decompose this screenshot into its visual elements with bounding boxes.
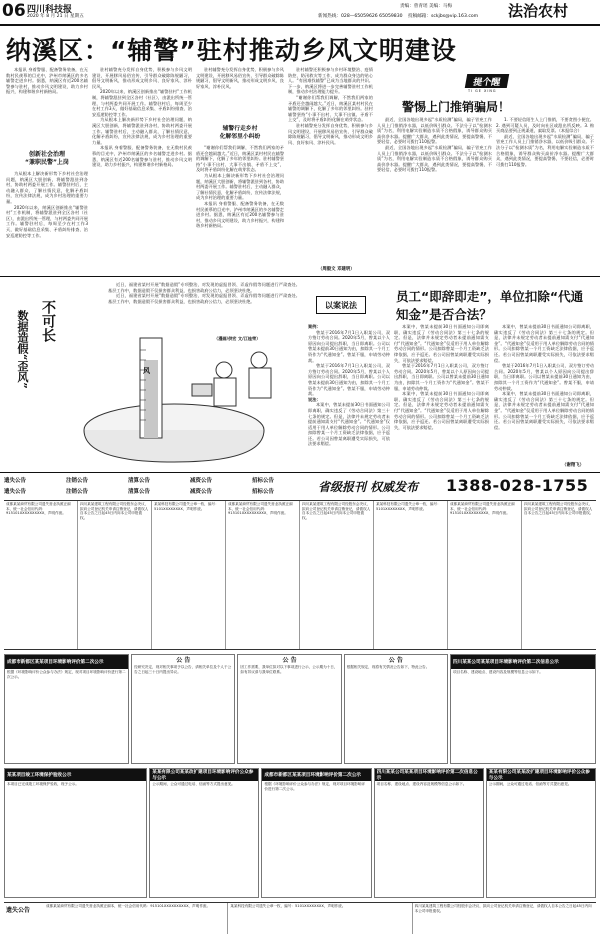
lead-paragraph: “谢谢你们帮我们调解，不然我们两家的矛盾还会越闹越大。”近日，纳溪区某村村民在辅警的调解下，化解了多年的邻里纠纷。驻村辅警坚持“小事不出村、大事不出镇、矛盾不上交”，及时将矛盾纠纷化解在萌芽状态。 <box>196 145 284 173</box>
cartoon-side-title: 数据造假“歪风” <box>16 310 29 389</box>
tip-points <box>496 117 594 267</box>
lead-column-1b <box>6 171 88 271</box>
lead-subhead-2 <box>196 125 284 141</box>
lead-paragraph: 2020年以来，纳溪区创新推出“辅警驻村”工作机制，将辅警派驻到全区各村（社区），由派出所统一管理，与村两委共同开展工作。辅警驻村后，每周至少在村工作3天，做好基础信息采集、矛盾纠纷排查、治安巡逻防控等工作。 <box>92 89 192 117</box>
announcement-body: 经研究决定，现对相关事项予以公告，请相关单位及个人于公告之日起三十日内提出异议。 <box>134 665 232 674</box>
classified-cell: 成都某某商贸有限公司遗失营业执照正副本，统一社会信用代码：915101XXXXXXXXXX，声明作废。 <box>448 501 522 649</box>
eia-title: 某某有限公司某某改扩建项目环境影响评价公众参与公示 <box>150 769 258 781</box>
lead-headline: 纳溪区：“辅警”驻村推动乡风文明建设 <box>6 36 457 65</box>
eia-body: 公示期间，公众可通过电话、信函等方式提出意见。 <box>488 782 572 786</box>
ad-category: 招标公告 <box>252 478 275 484</box>
announcement-body: 根据《环境影响评价公众参与办法》规定，现对项目环境影响评价进行第二次公示。 <box>7 670 126 679</box>
footer-listing: 四川某某建筑工程有限公司经股东会决议，拟向公司登记机关申请注销登记，请债权人自本公告之日起45日内向本公司申报债权。 <box>414 904 592 913</box>
ad-category: 遗失公告 <box>4 489 27 495</box>
tip-paragraph: 1. 不要轻信陌生人上门推销，不要贪图小便宜。2. 遇到可疑人员，及时向社区或派出所反映。3. 购买商品要到正规渠道，索取发票。（本报综合） <box>496 117 594 134</box>
lead-column-3b <box>196 145 284 271</box>
tip-badge-sub: TI GE XING <box>468 89 497 93</box>
masthead <box>0 0 600 26</box>
footer-label: 遗失公告 <box>6 907 31 914</box>
eia-title: 成都市新都区某某项目环境影响评价第二次公示 <box>262 769 370 781</box>
editor-line: 责编：曾青瑶 美编：马梅 <box>400 4 452 9</box>
cartoon-paragraph: 近日，福建省某村开展“数据造假”专项整治，对发现的虚报冒领、弄虚作假等问题进行严肃查处。基层工作中，数据造假不仅损害群众利益，也损害政府公信力，必须坚决杜绝。 <box>108 293 300 304</box>
lead-paragraph: 为从根本上解决新形势下乡村社会治理问题，纳溪区大胆创新，将辅警派驻到各村，协助村两委开展工作。辅警驻村后，主动融入群众，了解社情民意，化解矛盾纠纷，宣传法律法规，成为乡村治理的重要力量。 <box>196 172 284 201</box>
lead-subhead-2-text: 辅警行走乡村 化解邻里小纠纷 <box>219 126 261 140</box>
announcement <box>344 654 448 764</box>
case-paragraph: 本案中，曾某未提前30日书面通知公司即离职，确实违反了《劳动合同法》第三十七条的规定。但是，法律并未规定劳动者未提前通知需支付“代通知金”。“代通知金”仅适用于用人单位解除劳动合同的情形。公司扣除曾某一个月工资缺乏法律依据，应予返还。若公司因曾某离职遭受实际损失，可依法要求赔偿。 <box>494 391 594 430</box>
announcement-title: 公 告 <box>388 657 403 664</box>
classified-cell: 四川某某建筑工程有限公司经股东会决议，拟向公司登记机关申请注销登记，请债权人自本公告之日起45日内向本公司申报债权。 <box>300 501 374 649</box>
tip-paragraph: 最近，全国各地出现多起“水质检测”骗局，骗子冒充工作人员上门推销净水器，以低价吸引群众。不法分子以“检测水质”为名，利用电解实验制造水质不合格假象，诱导群众购买高价净水器。提醒广大群众，遇到此类情况，要提高警惕，不要轻信，必要时可拨打110报警。 <box>377 117 492 145</box>
cartoon-text <box>108 282 300 334</box>
tip-body <box>377 117 492 267</box>
eia-title: 四川某某公司某某项目环境影响评价第二次信息公示 <box>375 769 483 781</box>
lead-paragraph: 2020年以来，纳溪区创新推出“辅警驻村”工作机制，将辅警派驻到全区各村（社区），由派出所统一管理，与村两委共同开展工作。辅警驻村后，每周至少在村工作3天，做好基础信息采集、矛盾纠纷排查、治安巡逻防控等工作。 <box>6 204 88 238</box>
lead-paragraph: 为从根本上解决新形势下乡村社会治理问题，纳溪区大胆创新，将辅警派驻到各村，协助村两委开展工作。辅警驻村后，主动融入群众，了解社情民意，化解矛盾纠纷，宣传法律法规，成为乡村治理的重要力量。 <box>6 171 88 204</box>
tip-paragraph: 最近，全国各地出现多起“水质检测”骗局，骗子冒充工作人员上门推销净水器，以低价吸引群众。不法分子以“检测水质”为名，利用电解实验制造水质不合格假象，诱导群众购买高价净水器。提醒广大群众，遇到此类情况，要提高警惕，不要轻信，必要时可拨打110报警。 <box>377 144 492 173</box>
announcement-title: 四川某某公司某某项目环境影响评价第二次信息公示 <box>451 655 595 669</box>
case-badge <box>316 296 366 314</box>
classified-grid <box>4 500 596 650</box>
issue-date: 2020 年 8 月 21 日 星期五 <box>27 14 84 19</box>
lead-paragraph: 驻村辅警充分发挥自身优势，积极参与乡风文明建设，开展移风易俗宣传，引导群众破除陈规陋习，倡导文明新风，推动形成文明乡风、良好家风、淳朴民风。 <box>196 67 284 89</box>
case-label: 说法： <box>308 396 321 402</box>
case-paragraph: 曾某于2016年7月1日入职某公司，双方签订劳动合同。2020年5月，曾某以个人原因向公司提出辞职，当日即离职。公司以曾某未提前30日通知为由，扣除其一个月工资作为“代通知金”。曾某不服，申请劳动仲裁。 <box>394 363 489 391</box>
announcement <box>131 654 235 764</box>
classified-cell: 四川某某建筑工程有限公司经股东会决议，拟向公司登记机关申请注销登记，请债权人自本公告之日起45日内向本公司申报债权。 <box>524 502 594 516</box>
footer-listing: 成都某某商贸有限公司遗失营业执照正副本，统一社会信用代码：915101XXXXXXXXXX，声明作废。 <box>44 903 228 934</box>
ad-category: 注销公告 <box>66 489 89 495</box>
lead-paragraph: 为从根本上解决新形势下乡村社会治理问题，纳溪区大胆创新，将辅警派驻到各村，协助村两委开展工作。辅警驻村后，主动融入群众，了解社情民意，化解矛盾纠纷，宣传法律法规，成为乡村治理的重要力量。 <box>92 117 192 145</box>
section-title: 法治农村 <box>508 2 569 20</box>
case-paragraph: 本案中，曾某未提前30日书面通知公司即离职，确实违反了《劳动合同法》第三十七条的规定。但是，法律并未规定劳动者未提前通知需支付“代通知金”。“代通知金”仅适用于用人单位解除劳动合同的情形。公司扣除曾某一个月工资缺乏法律依据，应予返还。若公司因曾某离职遭受实际损失，可依法要求赔偿。 <box>394 324 489 363</box>
lead-paragraph: 本报讯 身着警服、配备警务装备，在无数村民羡慕的目光中，泸州市纳溪区的多名辅警走进乡村。据悉，纳溪区有近200名辅警参与驻村，推动乡风文明建设，助力乡村振兴，构建和谐乡村新格局。 <box>6 67 88 95</box>
eia-body: 本项目已完成竣工环境保护验收，现予公示。 <box>7 782 79 786</box>
case-badge-text: 以案说法 <box>325 300 357 310</box>
cartoon-thermo-label: 风 <box>143 367 150 375</box>
case-paragraph: 本案中，曾某未提前30日书面通知公司即离职，确实违反了《劳动合同法》第三十七条的规定。但是，法律并未规定劳动者未提前通知需支付“代通知金”。“代通知金”仅适用于用人单位解除劳动合同的情形。公司扣除曾某一个月工资缺乏法律依据，应予返还。若公司因曾某离职遭受实际损失，可依法要求赔偿。 <box>494 324 594 363</box>
case-column-1 <box>308 324 390 470</box>
eia-notice <box>149 768 259 898</box>
classified-cell: 某某科技有限公司遗失公章一枚，编号：5101XXXXXXXX，声明作废。 <box>374 501 448 649</box>
ad-slogan: 省级报刊 权威发布 <box>318 480 419 494</box>
eia-body: 项目名称、建设地点、建设内容及规模等信息公示如下。 <box>376 782 467 786</box>
case-paragraph: 曾某于2016年7月1日入职某公司，双方签订劳动合同。2020年5月，曾某以个人原因向公司提出辞职，当日即离职。公司以曾某未提前30日通知为由，扣除其一个月工资作为“代通知金”。曾某不服，申请劳动仲裁。 <box>494 363 594 391</box>
announcement-row <box>4 654 596 764</box>
lead-paragraph: 驻村辅警充分发挥自身优势，积极参与乡风文明建设，开展移风易俗宣传，引导群众破除陈规陋习，倡导文明新风，推动形成文明乡风、良好家风、淳朴民风。 <box>288 122 373 145</box>
lead-column-4 <box>288 67 373 267</box>
ad-category: 减资公告 <box>190 489 213 495</box>
lead-paragraph: 本报讯 身着警服、配备警务装备，在无数村民羡慕的目光中，泸州市纳溪区的多名辅警走进乡村。据悉，纳溪区有近200名辅警参与驻村，推动乡风文明建设，助力乡村振兴，构建和谐乡村新格局。 <box>196 200 284 229</box>
cartoon-big-title: 不可长 <box>40 300 56 342</box>
contribution-email: 投稿邮箱：sckjbs@vip.163.com <box>408 14 479 19</box>
tip-badge-text: 提个醒 <box>472 77 502 88</box>
ad-category: 清算公告 <box>128 478 151 484</box>
eia-body: 公示期间，公众可通过电话、信函等方式提出意见。 <box>152 782 235 786</box>
announcement-title: 公 告 <box>176 657 191 664</box>
announcement <box>450 654 596 764</box>
eia-row <box>4 768 596 898</box>
announcement-body: 项目名称、建设地点、建设内容及规模等信息公示如下。 <box>453 670 543 674</box>
case-paragraph: 本案中，曾某未提前30日书面通知公司即离职，确实违反了《劳动合同法》第三十七条的规定。但是，法律并未规定劳动者未提前通知需支付“代通知金”。“代通知金”仅适用于用人单位解除劳动合同的情形。公司扣除曾某一个月工资缺乏法律依据，应予返还。若公司因曾某离职遭受实际损失，可依法要求赔偿。 <box>308 402 390 447</box>
lead-paragraph: “谢谢你们帮我们调解，不然我们两家的矛盾还会越闹越大。”近日，纳溪区某村村民在辅警的调解下，化解了多年的邻里纠纷。驻村辅警坚持“小事不出村、大事不出镇、矛盾不上交”，及时将矛盾纠纷化解在萌芽状态。 <box>288 94 373 123</box>
tip-paragraph: 最近，全国各地出现多起“水质检测”骗局，骗子冒充工作人员上门推销净水器，以低价吸引群众。不法分子以“检测水质”为名，利用电解实验制造水质不合格假象，诱导群众购买高价净水器。提醒广大群众，遇到此类情况，要提高警惕，不要轻信，必要时可拨打110报警。 <box>496 133 594 167</box>
eia-notice <box>374 768 484 898</box>
footer-listing: 某某科技有限公司遗失公章一枚，编号：5101XXXXXXXX，声明作废。 <box>228 903 412 934</box>
eia-notice <box>4 768 147 898</box>
ad-category: 注销公告 <box>66 478 89 484</box>
ad-phone: 1388-028-1755 <box>446 476 589 495</box>
ad-category: 减资公告 <box>190 478 213 484</box>
footer-strip <box>4 902 596 934</box>
tip-title: 警惕上门推销骗局！ <box>402 100 511 114</box>
eia-notice <box>486 768 596 898</box>
case-paragraph: 本案中，曾某未提前30日书面通知公司即离职，确实违反了《劳动合同法》第三十七条的规定。但是，法律并未规定劳动者未提前通知需支付“代通知金”。“代通知金”仅适用于用人单位解除劳动合同的情形。公司扣除曾某一个月工资缺乏法律依据，应予返还。若公司因曾某离职遭受实际损失，可依法要求赔偿。 <box>394 391 489 430</box>
lead-author: （周毅文 邓建明） <box>318 267 355 272</box>
classified-cell: 四川某某建筑工程有限公司经股东会决议，拟向公司登记机关申请注销登记，请债权人自本公告之日起45日内向本公司申报债权。 <box>78 501 152 649</box>
announcement-title: 成都市新都区某某项目环境影响评价第二次公示 <box>5 655 128 669</box>
case-label: 案例： <box>308 324 321 329</box>
classified-cell: 某某科技有限公司遗失公章一枚，编号：5101XXXXXXXX，声明作废。 <box>152 501 226 649</box>
lead-subhead-1 <box>6 151 88 167</box>
lead-subhead-1-text: 创新社会治理 “兼职民警”上岗 <box>25 151 69 166</box>
announcement-body: 因工作需要，我单位拟对以下事项进行公示，公示期为十日，如有异议请与我单位联系。 <box>240 665 338 674</box>
eia-body: 根据《环境影响评价公众参与办法》规定，现对项目环境影响评价进行第二次公示。 <box>264 782 366 791</box>
case-column-2 <box>394 324 489 470</box>
news-hotline: 新闻热线：028—65059626 65059830 <box>318 14 403 19</box>
lead-column-1 <box>6 67 88 149</box>
ad-category: 清算公告 <box>128 489 151 495</box>
lead-paragraph: 本报讯 身着警服、配备警务装备，在无数村民羡慕的目光中，泸州市纳溪区的多名辅警走进乡村。据悉，纳溪区有近200名辅警参与驻村，推动乡风文明建设，助力乡村振兴，构建和谐乡村新格局。 <box>92 145 192 168</box>
tip-badge <box>465 74 509 88</box>
cartoon-illustration <box>74 330 304 470</box>
cartoon-paragraph: 近日，福建省某村开展“数据造假”专项整治，对发现的虚报冒领、弄虚作假等问题进行严肃查处。基层工作中，数据造假不仅损害群众利益，也损害政府公信力，必须坚决杜绝。 <box>108 282 300 293</box>
lead-paragraph: 驻村辅警还积极参与乡村环境整治、疫情防控、防汛救灾等工作，成为群众身边的贴心人。“有困难找辅警”已成为当地群众的共识。下一步，纳溪区将进一步完善辅警驻村工作机制，推动乡村治理能力提升。 <box>288 67 373 95</box>
ad-category-bar <box>4 476 314 498</box>
eia-notice <box>261 768 371 898</box>
case-author: （谢翔飞） <box>562 463 584 468</box>
announcement-title: 公 告 <box>282 657 297 664</box>
eia-title: 某某项目竣工环境保护验收公示 <box>5 769 146 781</box>
classified-cell: 成都某某商贸有限公司遗失营业执照正副本，统一社会信用代码：915101XXXXXXXXXX，声明作废。 <box>226 501 300 649</box>
announcement <box>4 654 129 764</box>
ad-category: 遗失公告 <box>4 478 27 484</box>
announcement <box>237 654 341 764</box>
cartoon-author: （漫画/供宏 文/江桂荣） <box>214 336 261 341</box>
paper-name: 四川科技报 <box>27 5 73 15</box>
case-paragraph: 曾某于2016年7月1日入职某公司，双方签订劳动合同。2020年5月，曾某以个人原因向公司提出辞职，当日即离职。公司以曾某未提前30日通知为由，扣除其一个月工资作为“代通知金”。曾某不服，申请劳动仲裁。 <box>308 329 390 363</box>
eia-title: 某某有限公司某某改扩建项目环境影响评价公众参与公示 <box>487 769 595 781</box>
case-paragraph: 曾某于2016年7月1日入职某公司，双方签订劳动合同。2020年5月，曾某以个人原因向公司提出辞职，当日即离职。公司以曾某未提前30日通知为由，扣除其一个月工资作为“代通知金”。曾某不服，申请劳动仲裁。 <box>308 363 390 397</box>
page-number: 06 <box>2 1 26 21</box>
case-title: 员工“即辞即走”，单位扣除“代通知金”是否合法？ <box>396 289 584 322</box>
lead-paragraph: 驻村辅警充分发挥自身优势，积极参与乡风文明建设，开展移风易俗宣传，引导群众破除陈规陋习，倡导文明新风，推动形成文明乡风、良好家风、淳朴民风。 <box>92 67 192 89</box>
lead-column-3 <box>196 67 284 121</box>
cartoon-panel <box>4 280 304 470</box>
classified-cell: 成都某某商贸有限公司遗失营业执照正副本，统一社会信用代码：915101XXXXXXXXXX，声明作废。 <box>4 501 78 649</box>
lead-column-2 <box>92 67 192 271</box>
announcement-body: 根据相关规定，现将有关情况公告如下，特此公告。 <box>346 665 430 669</box>
ad-category: 招标公告 <box>252 489 275 495</box>
case-column-3 <box>494 324 594 464</box>
